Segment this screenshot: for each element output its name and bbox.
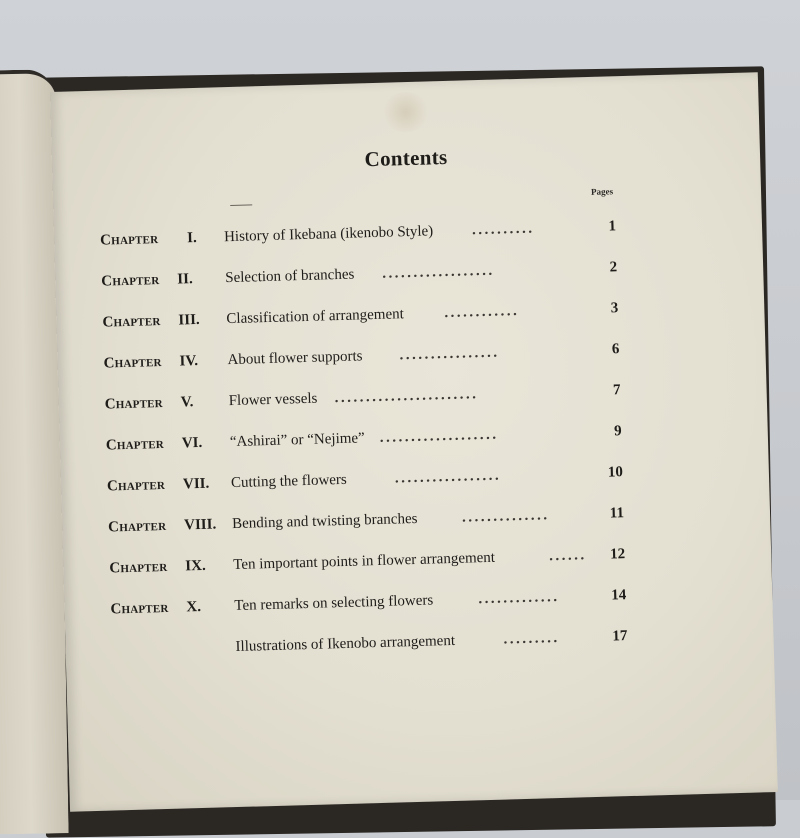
chapter-numeral: V. (180, 394, 194, 411)
chapter-title: Ten remarks on selecting flowers (234, 592, 434, 615)
chapter-word: Chapter (99, 231, 159, 249)
leader-dots: .............. (461, 507, 550, 526)
chapter-word: Chapter (103, 353, 162, 372)
leader-dots: ................... (379, 426, 499, 446)
leader-dots: ...... (548, 547, 587, 565)
page-number: 17 (612, 628, 628, 645)
chapter-numeral: IV. (179, 352, 199, 370)
page-number: 2 (609, 259, 618, 276)
toc-row (59, 378, 767, 422)
page-number: 7 (612, 382, 621, 399)
page-stain (380, 91, 431, 132)
page-title: Contents (364, 144, 448, 172)
chapter-numeral: VII. (182, 475, 210, 493)
illustrations-title: Illustrations of Ikenobo arrangement (235, 632, 456, 656)
chapter-numeral: I. (186, 229, 197, 247)
page-number: 3 (610, 300, 619, 317)
leader-dots: .................. (381, 262, 495, 282)
chapter-numeral: X. (186, 598, 202, 616)
chapter-title: Cutting the flowers (230, 471, 347, 492)
chapter-title: History of Ikebana (ikenobo Style) (223, 223, 434, 246)
page-number: 10 (607, 464, 624, 481)
toc-row (54, 214, 762, 258)
toc-row (57, 337, 765, 381)
chapter-word: Chapter (104, 394, 164, 413)
leader-dots: ................ (399, 344, 500, 364)
contents-page (50, 72, 778, 811)
page-number: 6 (611, 341, 620, 358)
chapter-word: Chapter (105, 435, 165, 454)
chapter-numeral: II. (177, 271, 193, 288)
toc-row (64, 583, 772, 627)
chapter-numeral: III. (178, 311, 200, 329)
chapter-word: Chapter (107, 517, 167, 536)
toc-row (62, 501, 770, 545)
toc-row (61, 460, 769, 504)
chapter-title: Classification of arrangement (226, 306, 405, 328)
chapter-word: Chapter (109, 558, 168, 577)
leader-dots: ............ (444, 302, 520, 322)
chapter-word: Chapter (102, 313, 161, 331)
page-number: 1 (608, 218, 617, 235)
leader-dots: .......... (471, 220, 535, 239)
toc-row-illustrations (65, 624, 773, 668)
chapter-title: About flower supports (227, 348, 363, 369)
chapter-title: Bending and twisting branches (231, 510, 418, 533)
page-number: 11 (609, 505, 625, 522)
chapter-title: Selection of branches (225, 266, 355, 287)
chapter-word: Chapter (110, 599, 169, 618)
chapter-title: Flower vessels (228, 390, 318, 410)
leader-dots: ......... (503, 629, 560, 648)
leader-dots: ....................... (334, 386, 479, 407)
page-number: 9 (613, 423, 622, 440)
pages-column-label: Pages (590, 186, 614, 197)
toc-row (63, 542, 771, 586)
chapter-numeral: IX. (185, 557, 206, 575)
leader-dots: ................. (394, 467, 502, 487)
chapter-numeral: VIII. (183, 516, 217, 534)
page-number: 12 (609, 546, 626, 563)
toc-row (55, 255, 763, 299)
page-number: 14 (611, 587, 627, 604)
toc-row (56, 296, 764, 340)
chapter-title: “Ashirai” or “Nejime” (229, 430, 365, 451)
toc-row (60, 419, 768, 463)
chapter-title: Ten important points in flower arrangement (233, 549, 496, 574)
chapter-word: Chapter (101, 272, 160, 290)
chapter-word: Chapter (106, 476, 166, 495)
ink-mark (230, 204, 252, 206)
chapter-numeral: VI. (181, 434, 203, 452)
leader-dots: ............. (478, 588, 560, 608)
